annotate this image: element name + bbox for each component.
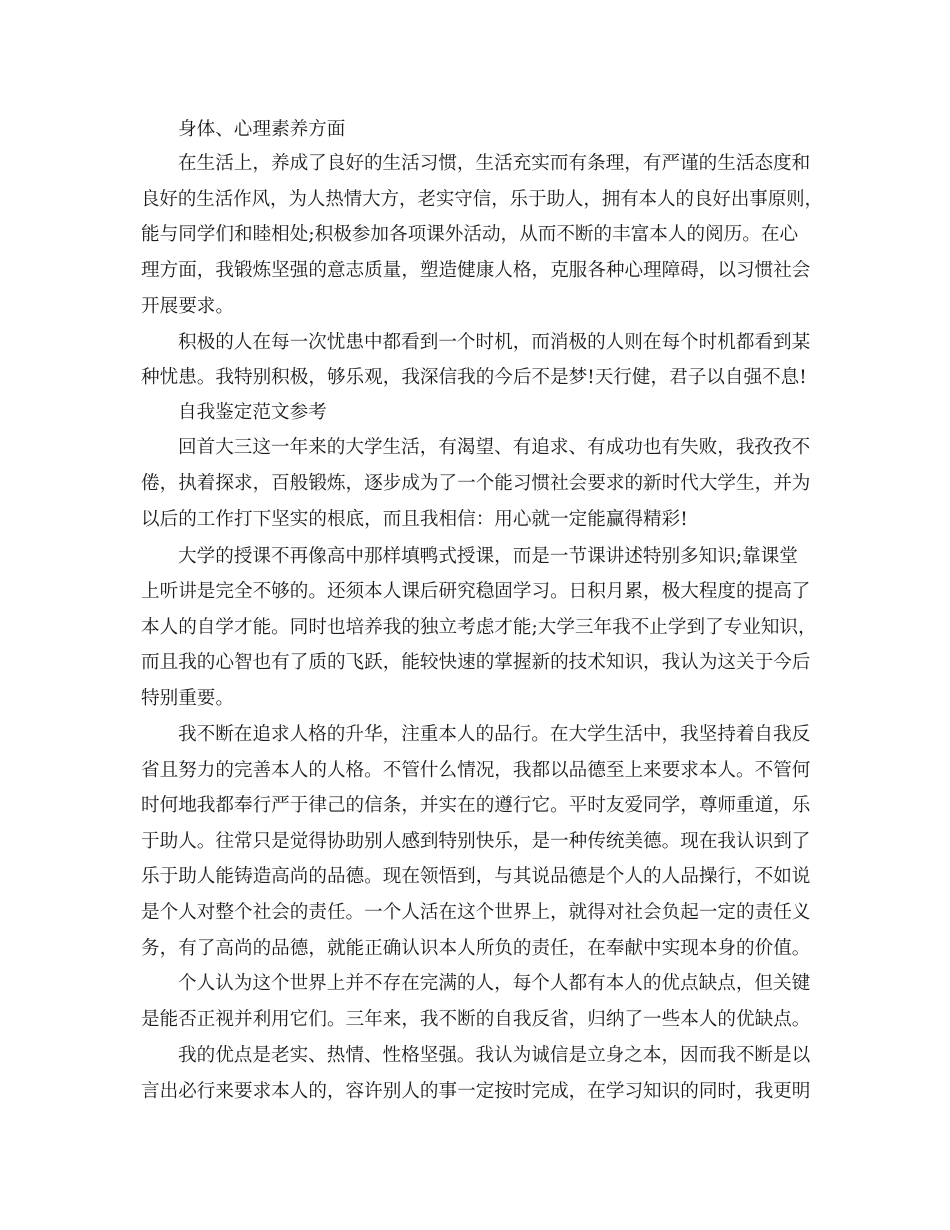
text-line: 是个人对整个社会的责任。一个人活在这个世界上，就得对社会负起一定的责任义 [141, 902, 811, 923]
text-line: 务，有了高尚的品德，就能正确认识本人所负的责任，在奉献中实现本身的价值。 [141, 938, 811, 959]
text-line: 种忧患。我特别积极，够乐观，我深信我的今后不是梦!天行健，君子以自强不息! [141, 367, 807, 388]
text-line: 理方面，我锻炼坚强的意志质量，塑造健康人格，克服各种心理障碍，以习惯社会 [141, 260, 811, 281]
section-heading-physical-mental: 身体、心理素养方面 [178, 119, 346, 140]
text-line: 本人的自学才能。同时也培养我的独立考虑才能;大学三年我不止学到了专业知识， [141, 617, 817, 638]
text-line: 良好的生活作风，为人热情大方，老实守信，乐于助人，拥有本人的良好出事原则， [141, 189, 823, 210]
text-line: 于助人。往常只是觉得协助别人感到特别快乐，是一种传统美德。现在我认识到了 [141, 831, 811, 852]
text-line: 乐于助人能铸造高尚的品德。现在领悟到，与其说品德是个人的人品操行，不如说 [141, 866, 811, 887]
text-line: 特别重要。 [141, 688, 234, 709]
text-line: 大学的授课不再像高中那样填鸭式授课，而是一节课讲述特别多知识;靠课堂 [178, 546, 798, 567]
section-heading-self-evaluation: 自我鉴定范文参考 [178, 402, 327, 423]
text-line: 而且我的心智也有了质的飞跃，能较快速的掌握新的技术知识，我认为这关于今后 [141, 652, 811, 673]
text-line: 积极的人在每一次忧患中都看到一个时机，而消极的人则在每个时机都看到某 [178, 332, 811, 353]
text-line: 我不断在追求人格的升华，注重本人的品行。在大学生活中，我坚持着自我反 [178, 724, 811, 745]
text-line: 我的优点是老实、热情、性格坚强。我认为诚信是立身之本，因而我不断是以 [178, 1045, 811, 1066]
text-line: 回首大三这一年来的大学生活，有渴望、有追求、有成功也有失败，我孜孜不 [178, 437, 811, 458]
text-line: 能与同学们和睦相处;积极参加各项课外活动，从而不断的丰富本人的阅历。在心 [141, 224, 799, 245]
text-line: 言出必行来要求本人的，容许别人的事一定按时完成，在学习知识的同时，我更明 [141, 1081, 811, 1102]
text-line: 个人认为这个世界上并不存在完满的人，每个人都有本人的优点缺点，但关键 [178, 973, 811, 994]
text-line: 上听讲是完全不够的。还须本人课后研究稳固学习。日积月累，极大程度的提高了 [141, 581, 811, 602]
text-line: 是能否正视并利用它们。三年来，我不断的自我反省，归纳了一些本人的优缺点。 [141, 1009, 811, 1030]
text-line: 省且努力的完善本人的人格。不管什么情况，我都以品德至上来要求本人。不管何 [141, 760, 811, 781]
text-line: 开展要求。 [141, 296, 234, 317]
text-line: 倦，执着探求，百般锻炼，逐步成为了一个能习惯社会要求的新时代大学生，并为 [141, 473, 811, 494]
text-line: 在生活上，养成了良好的生活习惯，生活充实而有条理，有严谨的生活态度和 [178, 153, 811, 174]
text-line: 时何地我都奉行严于律己的信条，并实在的遵行它。平时友爱同学，尊师重道，乐 [141, 795, 811, 816]
text-line: 以后的工作打下坚实的根底，而且我相信：用心就一定能赢得精彩! [141, 509, 688, 530]
